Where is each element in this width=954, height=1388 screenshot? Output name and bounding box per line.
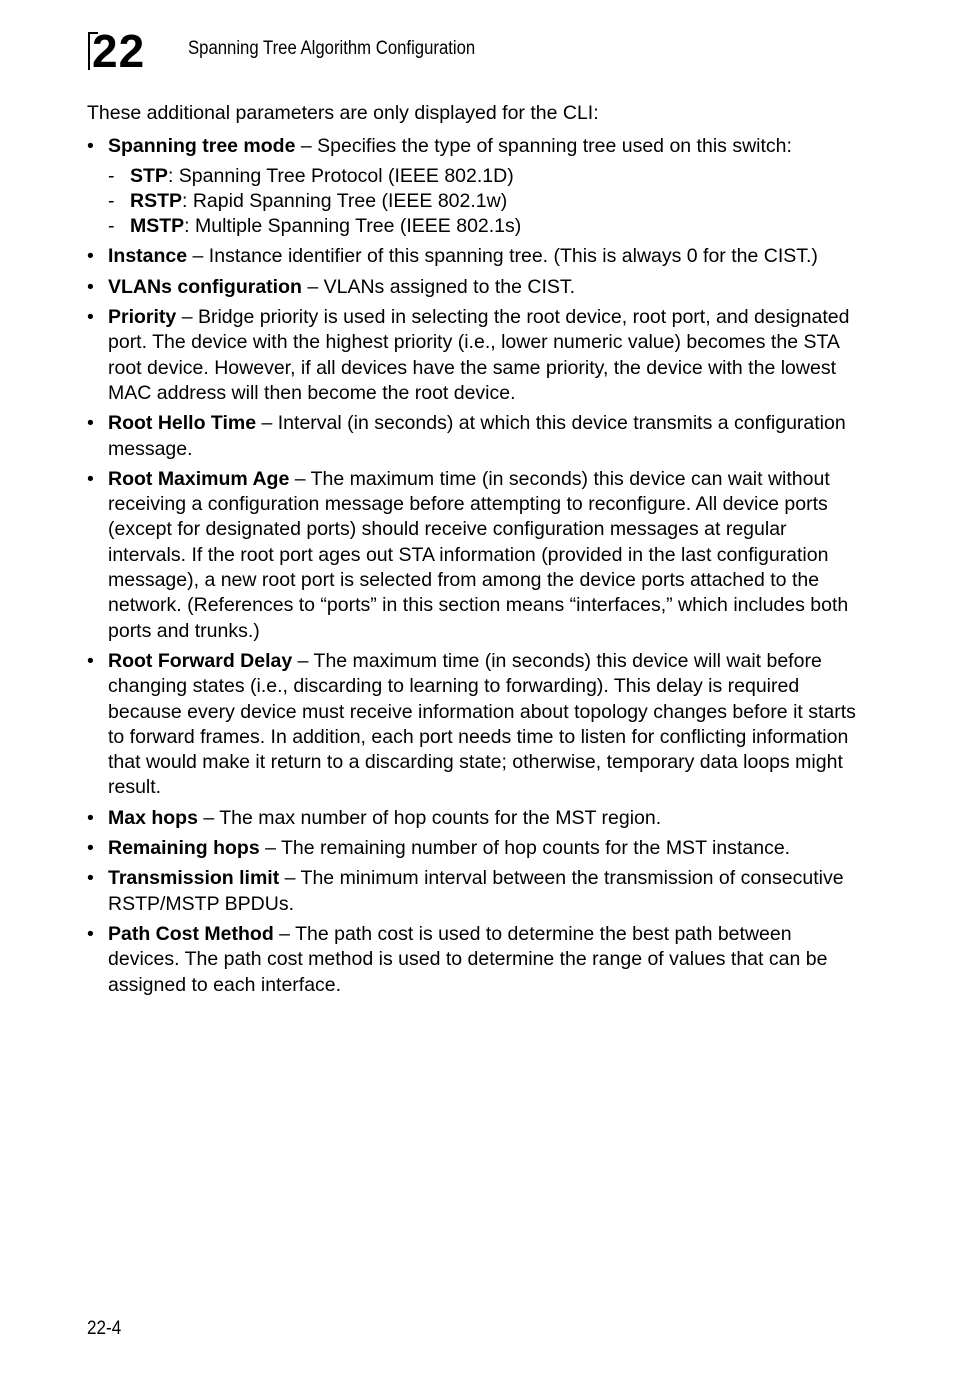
list-item bbox=[87, 866, 857, 917]
bullet-icon: • bbox=[87, 837, 94, 860]
bullet-icon: • bbox=[87, 806, 94, 829]
item-text: – The maximum time (in seconds) this device will wait before changing states (i.e., discarding to learning to forwarding). This delay is required because every device must receive information about topology changes before it starts to forward frames. In addition, each port needs time to listen for conflicting information that would make it return to a discarding state; otherwise, temporary data loops might result. bbox=[108, 649, 856, 799]
chapter-badge bbox=[88, 25, 166, 77]
sub-item-text: : Spanning Tree Protocol (IEEE 802.1D) bbox=[167, 164, 514, 187]
sub-item-text: : Rapid Spanning Tree (IEEE 802.1w) bbox=[182, 189, 508, 212]
sub-item-term: STP bbox=[130, 164, 168, 187]
chapter-title: Spanning Tree Algorithm Configuration bbox=[188, 38, 476, 59]
bullet-icon: • bbox=[87, 867, 94, 890]
sub-item-term: RSTP bbox=[130, 189, 183, 212]
dash-icon: - bbox=[108, 164, 115, 187]
item-term: Root Hello Time bbox=[108, 412, 257, 435]
item-term: Transmission limit bbox=[108, 867, 280, 890]
item-text: – Interval (in seconds) at which this device transmits a configuration message. bbox=[108, 412, 846, 460]
item-text: – The max number of hop counts for the MST region. bbox=[197, 806, 662, 829]
list-item bbox=[87, 836, 857, 861]
list-item bbox=[87, 922, 857, 998]
bullet-icon: • bbox=[87, 922, 94, 945]
item-term: Remaining hops bbox=[108, 837, 260, 860]
item-term: Priority bbox=[108, 306, 177, 329]
item-term: Max hops bbox=[108, 806, 198, 829]
item-term: Root Maximum Age bbox=[108, 467, 290, 490]
list-item bbox=[87, 806, 857, 831]
item-term: Path Cost Method bbox=[108, 922, 274, 945]
main-content bbox=[87, 101, 857, 1003]
list-item bbox=[87, 411, 857, 462]
item-text: – VLANs assigned to the CIST. bbox=[301, 275, 576, 298]
list-item bbox=[87, 305, 857, 406]
dash-icon: - bbox=[108, 189, 115, 212]
bullet-icon: • bbox=[87, 467, 94, 490]
bullet-icon: • bbox=[87, 412, 94, 435]
item-text: – Instance identifier of this spanning tree. (This is always 0 for the CIST.) bbox=[187, 245, 818, 268]
list-item bbox=[87, 134, 857, 239]
bullet-icon: • bbox=[87, 649, 94, 672]
parameter-list bbox=[87, 134, 857, 998]
bullet-icon: • bbox=[87, 245, 94, 268]
item-term: VLANs configuration bbox=[108, 275, 302, 298]
page-number: 22-4 bbox=[87, 1318, 122, 1339]
sub-list bbox=[108, 164, 857, 240]
item-term: Root Forward Delay bbox=[108, 649, 293, 672]
item-term: Instance bbox=[108, 245, 188, 268]
sub-list-item bbox=[108, 214, 857, 239]
item-text: – The minimum interval between the transmission of consecutive RSTP/MSTP BPDUs. bbox=[108, 867, 844, 915]
dash-icon: - bbox=[108, 215, 115, 238]
item-text: – Specifies the type of spanning tree used on this switch: bbox=[295, 135, 792, 158]
list-item bbox=[87, 649, 857, 801]
item-term: Spanning tree mode bbox=[108, 135, 296, 158]
bullet-icon: • bbox=[87, 135, 94, 158]
sub-item-term: MSTP bbox=[130, 215, 185, 238]
list-item bbox=[87, 244, 857, 269]
sub-list-item bbox=[108, 189, 857, 214]
sub-item-text: : Multiple Spanning Tree (IEEE 802.1s) bbox=[184, 215, 522, 238]
bullet-icon: • bbox=[87, 275, 94, 298]
intro-paragraph: These additional parameters are only displayed for the CLI: bbox=[87, 102, 599, 124]
item-text: – The remaining number of hop counts for the MST instance. bbox=[259, 837, 791, 860]
list-item bbox=[87, 467, 857, 644]
sub-list-item bbox=[108, 164, 857, 189]
item-text: – The path cost is used to determine the best path between devices. The path cost method is used to determine the range of values that can be assigned to each interface. bbox=[108, 922, 828, 996]
bullet-icon: • bbox=[87, 306, 94, 329]
item-text: – Bridge priority is used in selecting the root device, root port, and designated port. The device with the highest priority (i.e., lower numeric value) becomes the STA root device. However, if all devices have the same priority, the device with the lowest MAC address will then become the root device. bbox=[108, 306, 850, 404]
list-item bbox=[87, 275, 857, 300]
item-text: – The maximum time (in seconds) this device can wait without receiving a configuration message before attempting to reconfigure. All device ports (except for designated ports) should receive configuration messages at regular intervals. If the root port ages out STA information (provided in the last configuration message), a new root port is selected from among the device ports attached to the network. (References to “ports” in this section means “interfaces,” which includes both ports and trunks.) bbox=[108, 467, 849, 642]
chapter-number: 22 bbox=[92, 25, 146, 77]
